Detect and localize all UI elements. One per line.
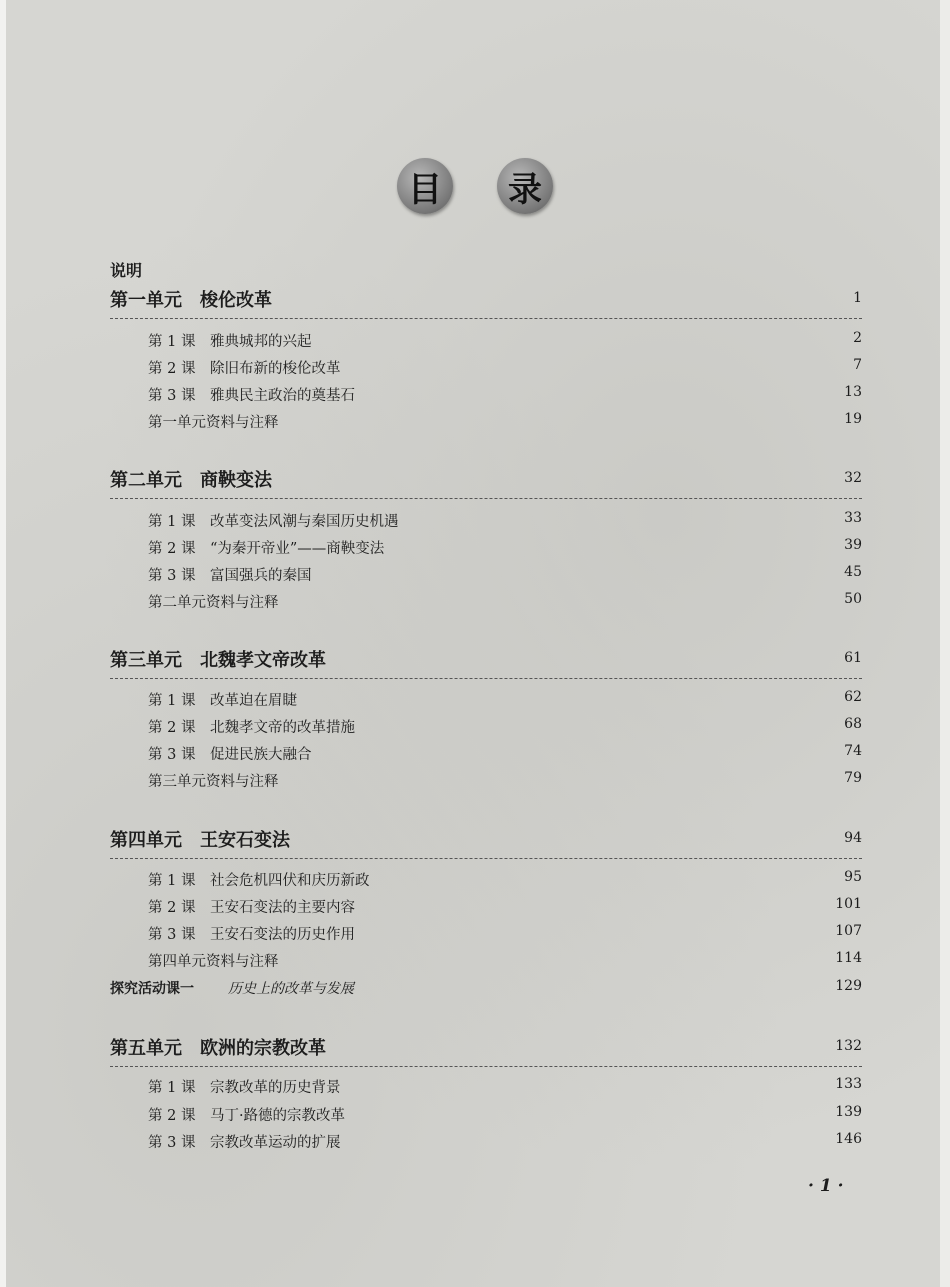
toc-title	[397, 158, 553, 214]
entry-title: 第 1 课 改革迫在眉睫	[148, 693, 297, 709]
page-edge-right	[940, 0, 950, 1287]
entry-page: 146	[835, 1131, 862, 1147]
unit-title: 第三单元 北魏孝文帝改革	[110, 650, 326, 671]
unit-divider	[110, 678, 862, 679]
entry-page: 107	[835, 923, 862, 939]
entry-title: 第 3 课 宗教改革运动的扩展	[148, 1135, 341, 1151]
unit-heading-5[interactable]	[110, 1034, 862, 1060]
entry-page: 2	[853, 330, 862, 346]
unit-divider	[110, 858, 862, 859]
entry-title: 第一单元资料与注释	[148, 415, 279, 431]
entry-title: 第 3 课 雅典民主政治的奠基石	[148, 388, 355, 404]
entry-title: 第三单元资料与注释	[148, 774, 279, 790]
entry-page: 133	[835, 1076, 862, 1092]
entry-page: 19	[844, 411, 862, 427]
entry-title: 第 1 课 雅典城邦的兴起	[148, 334, 312, 350]
entry-page: 68	[844, 716, 862, 732]
entry-title: 第 1 课 宗教改革的历史背景	[148, 1080, 341, 1096]
toc-entry[interactable]	[148, 923, 862, 945]
toc-entry[interactable]	[148, 330, 862, 352]
toc-entry[interactable]	[148, 357, 862, 379]
entry-title: 第 3 课 促进民族大融合	[148, 747, 312, 763]
toc-entry[interactable]	[148, 1104, 862, 1126]
toc-entry[interactable]	[148, 896, 862, 918]
title-badge-2	[497, 158, 553, 214]
activity-title: 历史上的改革与发展	[228, 981, 354, 997]
entry-title: 第 3 课 富国强兵的秦国	[148, 568, 312, 584]
toc-entry[interactable]	[148, 950, 862, 972]
unit-divider	[110, 318, 862, 319]
entry-page: 50	[844, 591, 862, 607]
toc-entry[interactable]	[148, 384, 862, 406]
unit-heading-2[interactable]	[110, 466, 862, 492]
unit-page: 94	[844, 830, 862, 846]
entry-page: 95	[844, 869, 862, 885]
title-char-2: 录	[508, 169, 542, 210]
entry-title: 第 2 课 “为秦开帝业”——商鞅变法	[148, 541, 385, 557]
toc-entry[interactable]	[148, 716, 862, 738]
entry-page: 7	[853, 357, 862, 373]
entry-title: 第 2 课 王安石变法的主要内容	[148, 900, 355, 916]
activity-label: 探究活动课一	[110, 981, 194, 997]
entry-page: 74	[844, 743, 862, 759]
toc-entry[interactable]	[148, 689, 862, 711]
entry-title: 第 1 课 改革变法风潮与秦国历史机遇	[148, 514, 399, 530]
unit-title: 第二单元 商鞅变法	[110, 470, 272, 491]
unit-heading-4[interactable]	[110, 826, 862, 852]
entry-title: 第四单元资料与注释	[148, 954, 279, 970]
entry-page: 101	[835, 896, 862, 912]
unit-title: 第五单元 欧洲的宗教改革	[110, 1038, 326, 1059]
toc-entry[interactable]	[148, 1076, 862, 1098]
unit-page: 1	[853, 290, 862, 306]
entry-title: 第 2 课 北魏孝文帝的改革措施	[148, 720, 355, 736]
toc-entry[interactable]	[148, 591, 862, 613]
toc-entry[interactable]	[148, 1131, 862, 1153]
title-badge-1	[397, 158, 453, 214]
entry-title: 第 2 课 马丁·路德的宗教改革	[148, 1108, 346, 1124]
preface-link[interactable]: 说明	[110, 261, 143, 280]
activity-entry[interactable]	[110, 978, 862, 1000]
entry-page: 39	[844, 537, 862, 553]
entry-title: 第 2 课 除旧布新的梭伦改革	[148, 361, 341, 377]
page-edge-left	[0, 0, 6, 1287]
entry-title: 第 3 课 王安石变法的历史作用	[148, 927, 355, 943]
unit-page: 32	[844, 470, 862, 486]
entry-page: 45	[844, 564, 862, 580]
entry-page: 139	[835, 1104, 862, 1120]
toc-entry[interactable]	[148, 411, 862, 433]
unit-heading-3[interactable]	[110, 646, 862, 672]
entry-page: 13	[844, 384, 862, 400]
entry-page: 33	[844, 510, 862, 526]
toc-entry[interactable]	[148, 564, 862, 586]
toc-entry[interactable]	[148, 743, 862, 765]
entry-title: 第 1 课 社会危机四伏和庆历新政	[148, 873, 370, 889]
toc-entry[interactable]	[148, 770, 862, 792]
entry-title: 第二单元资料与注释	[148, 595, 279, 611]
unit-title: 第四单元 王安石变法	[110, 830, 290, 851]
unit-heading-1[interactable]	[110, 286, 862, 312]
unit-page: 61	[844, 650, 862, 666]
page-number: · 1 ·	[808, 1176, 844, 1196]
unit-page: 132	[835, 1038, 862, 1054]
title-char-1: 目	[408, 169, 442, 210]
unit-divider	[110, 1066, 862, 1067]
unit-divider	[110, 498, 862, 499]
toc-entry[interactable]	[148, 869, 862, 891]
toc-entry[interactable]	[148, 510, 862, 532]
activity-page: 129	[835, 978, 862, 994]
entry-page: 79	[844, 770, 862, 786]
entry-page: 114	[835, 950, 862, 966]
unit-title: 第一单元 梭伦改革	[110, 290, 272, 311]
toc-entry[interactable]	[148, 537, 862, 559]
entry-page: 62	[844, 689, 862, 705]
